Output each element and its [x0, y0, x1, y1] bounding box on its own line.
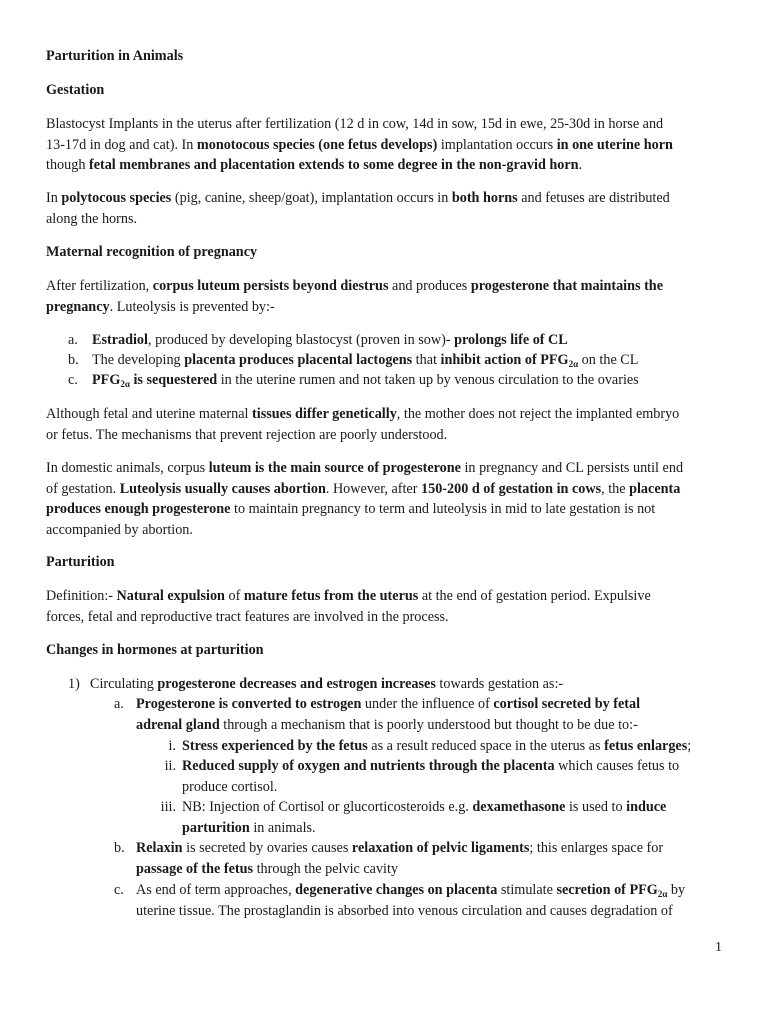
paragraph-parturition-definition: Definition:- Natural expulsion of mature fetus from the uterus at the end of gestation period. Expulsive forces, fetal and reproductive tract features are involved in the process.: [46, 588, 651, 625]
paragraph-gestation-2: In polytocous species (pig, canine, sheep/goat), implantation occurs in both horns and fetuses are distributed along the horns.: [46, 190, 670, 227]
paragraph-maternal-recognition-2: Although fetal and uterine maternal tissues differ genetically, the mother does not reject the implanted embryo or fetus. The mechanisms that prevent rejection are poorly understood.: [46, 406, 680, 443]
page-number: 1: [715, 940, 722, 955]
paragraph-maternal-recognition-1: After fertilization, corpus luteum persists beyond diestrus and produces progesterone that maintains the pregnancy. Luteolysis is prevented by:-: [46, 278, 663, 315]
paragraph-gestation-1: Blastocyst Implants in the uterus after fertilization (12 d in cow, 14d in sow, 15d in ewe, 25-30d in horse and 13-17d in dog and cat). In monotocous species (one fetus develops) implantation occurs in one uterine horn though fetal membranes and placentation extends to some degree in the non-gravid horn.: [46, 116, 673, 173]
paragraph-maternal-recognition-3: In domestic animals, corpus luteum is the main source of progesterone in pregnancy and CL persists until end of gestation. Luteolysis usually causes abortion. However, after 150-200 d of gestation in cows, the placenta produces enough progesterone to maintain pregnancy to term and luteolysis in mid to late gestation is not accompanied by abortion.: [46, 460, 684, 538]
section-heading-parturition: Parturition: [46, 554, 115, 570]
section-heading-maternal-recognition: Maternal recognition of pregnancy: [46, 244, 258, 260]
section-heading-gestation: Gestation: [46, 82, 105, 98]
section-heading-hormones: Changes in hormones at parturition: [46, 642, 264, 658]
document-title: Parturition in Animals: [46, 48, 184, 64]
